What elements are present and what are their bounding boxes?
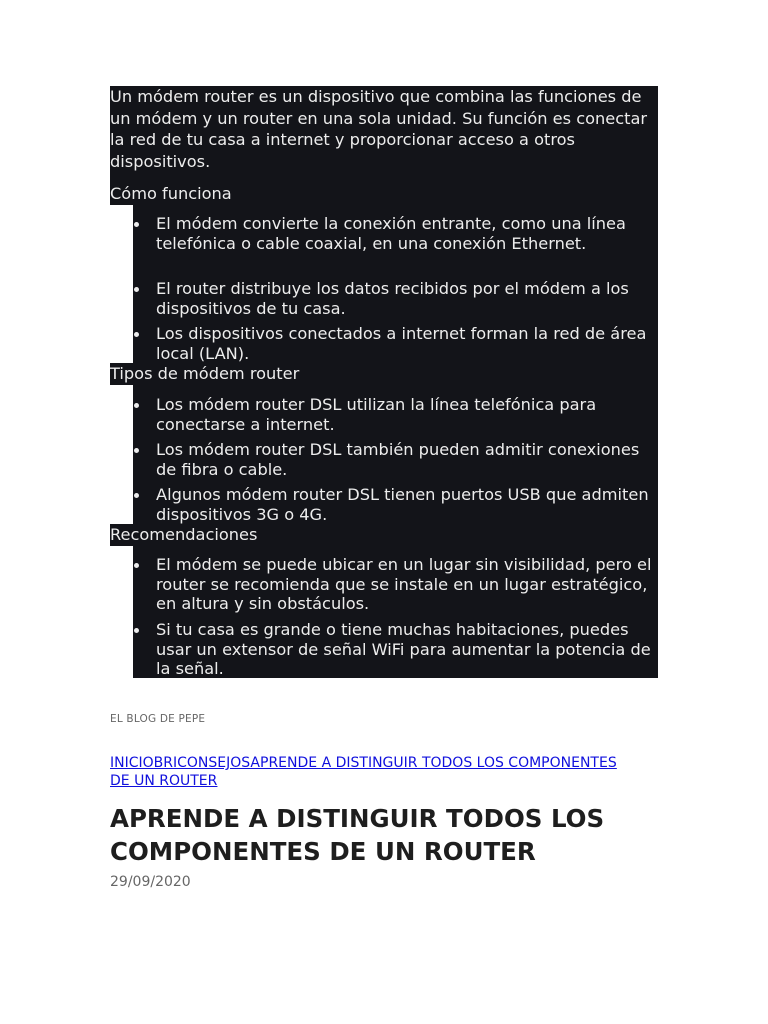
section-heading-tipos: Tipos de módem router — [110, 364, 300, 383]
breadcrumb — [110, 754, 630, 790]
section-heading-como-funciona: Cómo funciona — [110, 184, 232, 203]
breadcrumb-inicio-link[interactable]: INICIO — [110, 755, 154, 771]
answer-intro: Un módem router es un dispositivo que combina las funciones de un módem y un router en una sola unidad. Su función es conectar la red de tu casa a internet y proporcionar acceso a otros dispositivos. — [110, 87, 648, 171]
list-item: El módem convierte la conexión entrante, como una línea telefónica o cable coaxial, en una conexión Ethernet. — [156, 214, 656, 253]
breadcrumb-current-link[interactable]: APRENDE A DISTINGUIR TODOS LOS COMPONENTES DE UN ROUTER — [110, 755, 617, 789]
breadcrumb-briconsejos-link[interactable]: BRICONSEJOS — [153, 755, 251, 771]
post-date: 29/09/2020 — [110, 874, 191, 890]
ai-answer-block — [110, 86, 658, 678]
list-item: Los módem router DSL también pueden admitir conexiones de fibra o cable. — [156, 440, 656, 479]
section-heading-recomendaciones: Recomendaciones — [110, 525, 258, 544]
blog-name: EL BLOG DE PEPE — [110, 713, 206, 725]
post-title: APRENDE A DISTINGUIR TODOS LOS COMPONENTES DE UN ROUTER — [110, 804, 605, 866]
list-item: Los módem router DSL utilizan la línea telefónica para conectarse a internet. — [156, 395, 656, 434]
list-item: Los dispositivos conectados a internet forman la red de área local (LAN). — [156, 324, 656, 363]
list-item: Algunos módem router DSL tienen puertos USB que admiten dispositivos 3G o 4G. — [156, 485, 656, 524]
list-item: El módem se puede ubicar en un lugar sin visibilidad, pero el router se recomienda que se instale en un lugar estratégico, en altura y sin obstáculos. — [156, 555, 656, 614]
list-item: Si tu casa es grande o tiene muchas habitaciones, puedes usar un extensor de señal WiFi para aumentar la potencia de la señal. — [156, 620, 656, 679]
list-item: El router distribuye los datos recibidos por el módem a los dispositivos de tu casa. — [156, 279, 656, 318]
